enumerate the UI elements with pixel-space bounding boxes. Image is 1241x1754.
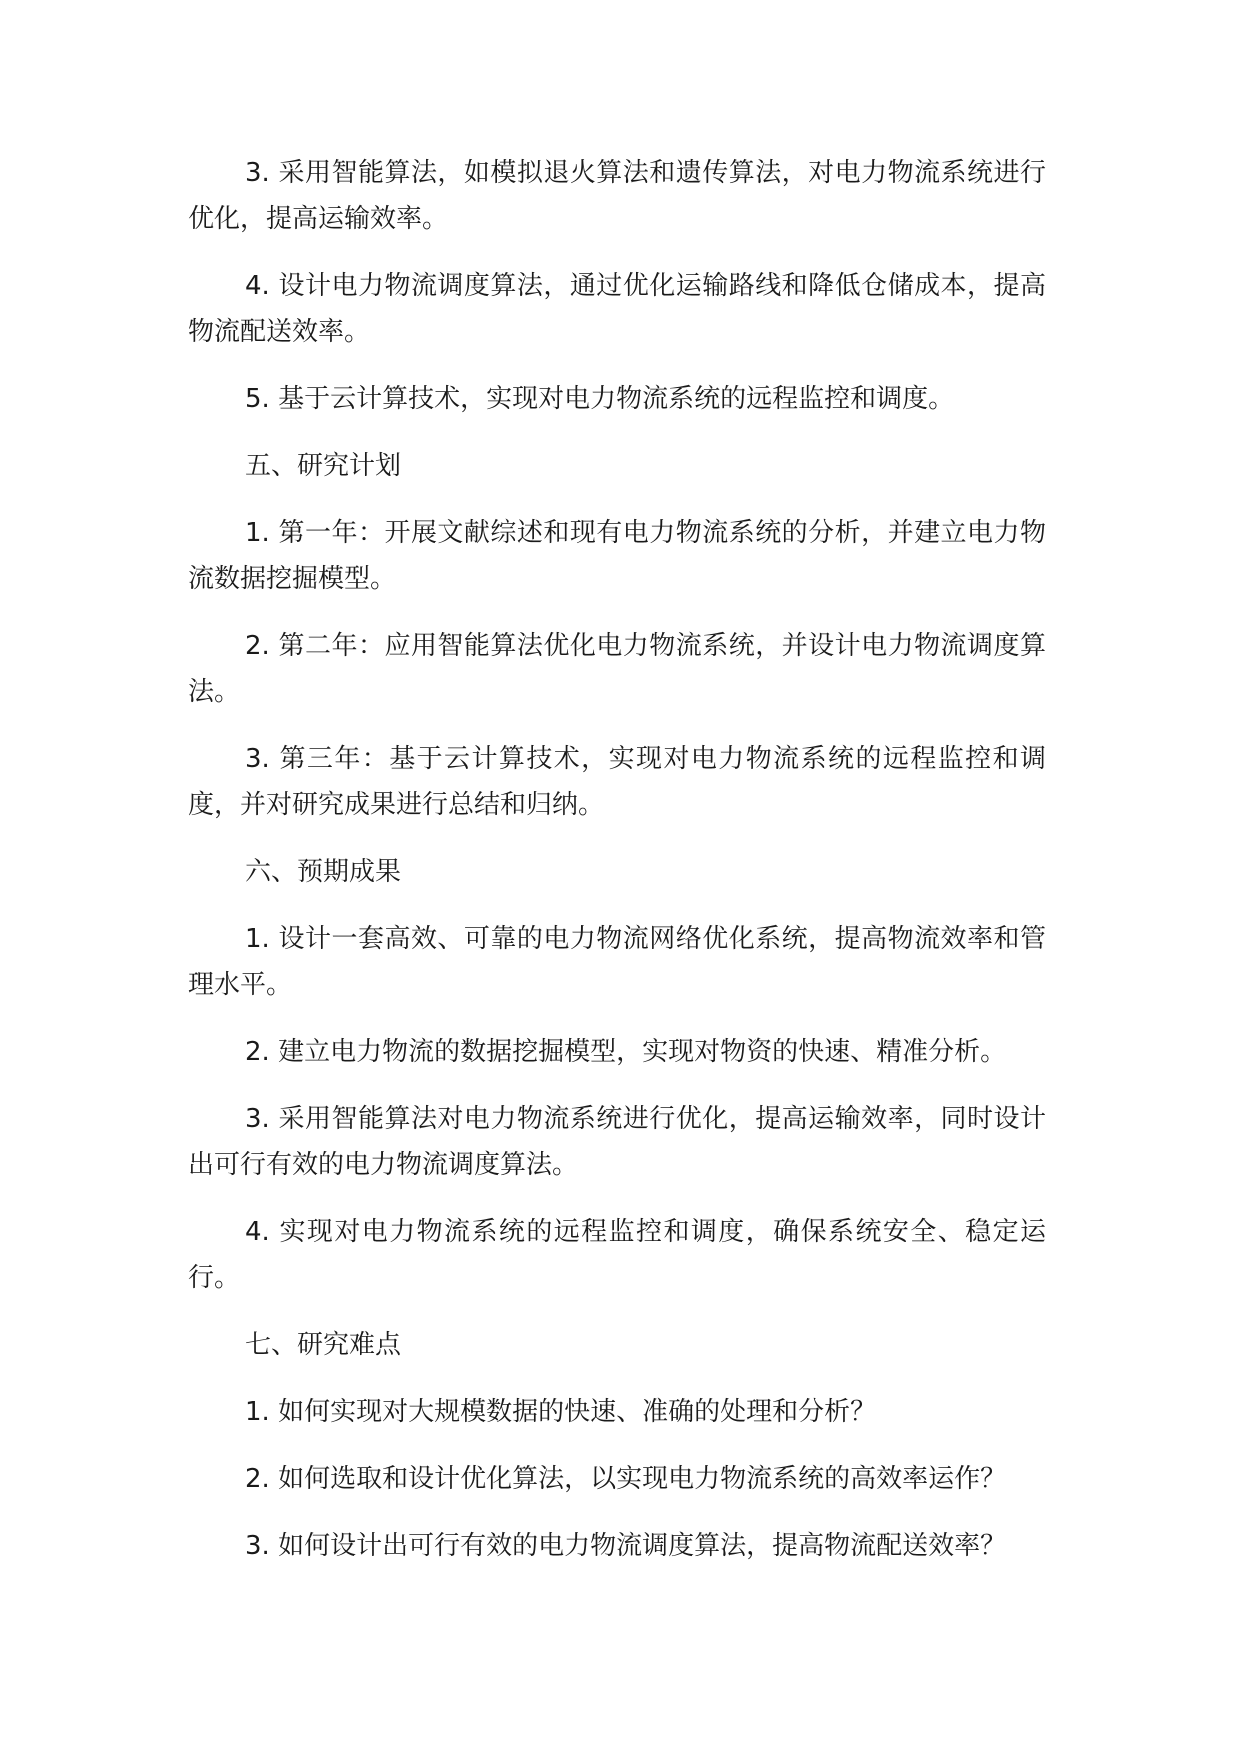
paragraph-difficulty-2: 2. 如何选取和设计优化算法，以实现电力物流系统的高效率运作？ — [245, 1464, 1007, 1494]
paragraph-plan-year-1: 1. 第一年：开展文献综述和现有电力物流系统的分析，并建立电力物流数据挖掘模型。 — [188, 518, 1046, 594]
section-heading-research-difficulties: 七、研究难点 — [245, 1330, 402, 1360]
document-page — [188, 150, 1046, 1590]
paragraph-result-4: 4. 实现对电力物流系统的远程监控和调度，确保系统安全、稳定运行。 — [188, 1217, 1046, 1293]
section-heading-research-plan: 五、研究计划 — [245, 451, 402, 481]
section-heading-expected-results: 六、预期成果 — [245, 857, 402, 887]
paragraph-plan-year-2: 2. 第二年：应用智能算法优化电力物流系统，并设计电力物流调度算法。 — [188, 631, 1046, 707]
paragraph-result-2: 2. 建立电力物流的数据挖掘模型，实现对物资的快速、精准分析。 — [245, 1037, 1007, 1067]
paragraph-result-3: 3. 采用智能算法对电力物流系统进行优化，提高运输效率，同时设计出可行有效的电力物流调度算法。 — [188, 1104, 1046, 1180]
paragraph-objective-4: 4. 设计电力物流调度算法，通过优化运输路线和降低仓储成本，提高物流配送效率。 — [188, 271, 1046, 347]
paragraph-objective-3: 3. 采用智能算法，如模拟退火算法和遗传算法，对电力物流系统进行优化，提高运输效率。 — [188, 158, 1046, 234]
paragraph-objective-5: 5. 基于云计算技术，实现对电力物流系统的远程监控和调度。 — [245, 384, 955, 414]
paragraph-plan-year-3: 3. 第三年：基于云计算技术，实现对电力物流系统的远程监控和调度，并对研究成果进行总结和归纳。 — [188, 744, 1046, 820]
paragraph-difficulty-1: 1. 如何实现对大规模数据的快速、准确的处理和分析？ — [245, 1397, 877, 1427]
paragraph-difficulty-3: 3. 如何设计出可行有效的电力物流调度算法，提高物流配送效率？ — [245, 1531, 1007, 1561]
paragraph-result-1: 1. 设计一套高效、可靠的电力物流网络优化系统，提高物流效率和管理水平。 — [188, 924, 1046, 1000]
